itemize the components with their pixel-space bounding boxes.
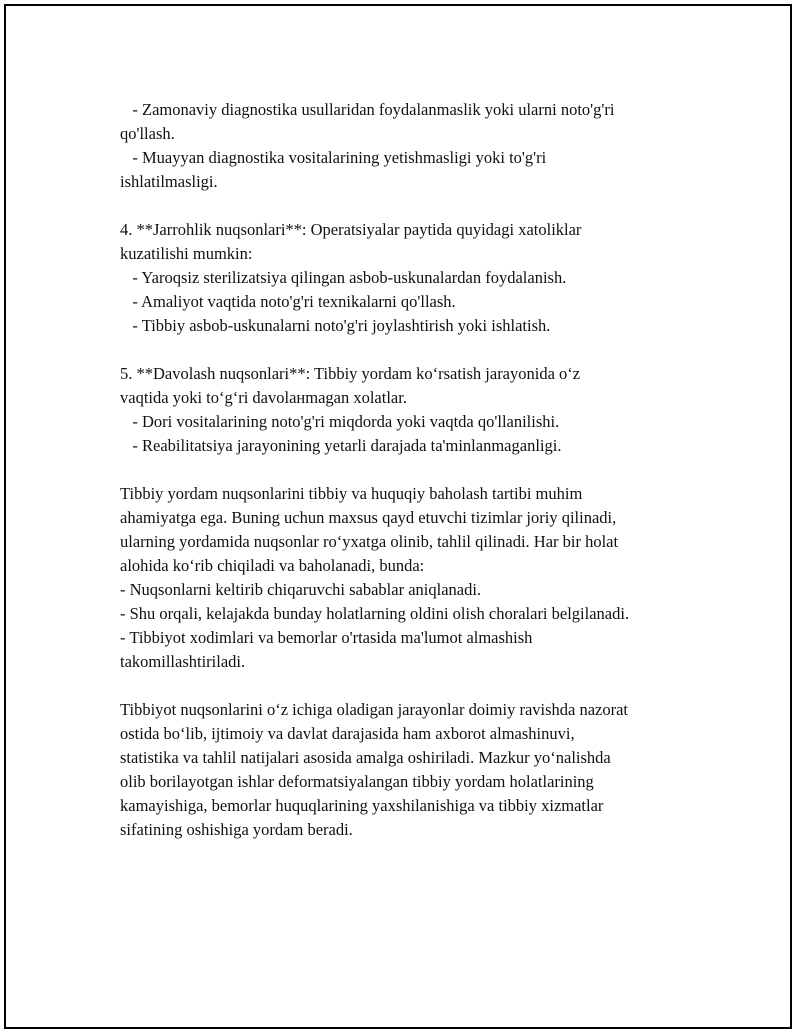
text-line: kamayishiga, bemorlar huquqlarining yaxshilanishiga va tibbiy xizmatlar: [120, 796, 604, 815]
monitoring-paragraph: [120, 698, 710, 842]
text-line: - Amaliyot vaqtida noto'g'ri texnikalarni qo'llash.: [120, 292, 456, 311]
text-line: Tibbiy yordam nuqsonlarini tibbiy va huquqiy baholash tartibi muhim: [120, 484, 583, 503]
paragraph-gap: [120, 458, 710, 482]
text-line: takomillashtiriladi.: [120, 652, 246, 671]
text-line: - Dori vositalarining noto'g'ri miqdorda yoki vaqtda qo'llanilishi.: [120, 412, 560, 431]
text-line: - Muayyan diagnostika vositalarining yetishmasligi yoki to'g'ri: [120, 148, 547, 167]
text-line: ahamiyatga ega. Buning uchun maxsus qayd etuvchi tizimlar joriy qilinadi,: [120, 508, 617, 527]
surgical-defects-section: [120, 218, 710, 338]
text-line: qo'llash.: [120, 124, 175, 143]
text-line: - Tibbiy asbob-uskunalarni noto'g'ri joylashtirish yoki ishlatish.: [120, 316, 551, 335]
paragraph-gap: [120, 194, 710, 218]
text-line: - Shu orqali, kelajakda bunday holatlarning oldini olish choralari belgilanadi.: [120, 604, 630, 623]
treatment-defects-section: [120, 362, 710, 458]
text-line: - Tibbiyot xodimlari va bemorlar o'rtasida ma'lumot almashish: [120, 628, 533, 647]
text-line: kuzatilishi mumkin:: [120, 244, 253, 263]
text-line: alohida koʻrib chiqiladi va baholanadi, bunda:: [120, 556, 425, 575]
evaluation-paragraph: [120, 482, 710, 674]
text-line: - Reabilitatsiya jarayonining yetarli darajada ta'minlanmaganligi.: [120, 436, 562, 455]
paragraph-gap: [120, 338, 710, 362]
text-line: ostida boʻlib, ijtimoiy va davlat darajasida ham axborot almashinuvi,: [120, 724, 575, 743]
text-line: vaqtida yoki toʻgʻri davolaнmagan xolatlar.: [120, 388, 407, 407]
text-line: 5. **Davolash nuqsonlari**: Tibbiy yordam koʻrsatish jarayonida oʻz: [120, 364, 581, 383]
text-line: ularning yordamida nuqsonlar roʻyxatga olinib, tahlil qilinadi. Har bir holat: [120, 532, 619, 551]
text-line: Tibbiyot nuqsonlarini oʻz ichiga oladigan jarayonlar doimiy ravishda nazorat: [120, 700, 629, 719]
text-line: statistika va tahlil natijalari asosida amalga oshiriladi. Mazkur yoʻnalishda: [120, 748, 611, 767]
document-body: [120, 98, 710, 842]
text-line: 4. **Jarrohlik nuqsonlari**: Operatsiyalar paytida quyidagi xatoliklar: [120, 220, 582, 239]
text-line: olib borilayotgan ishlar deformatsiyalangan tibbiy yordam holatlarining: [120, 772, 594, 791]
text-line: - Zamonaviy diagnostika usullaridan foydalanmaslik yoki ularni noto'g'ri: [120, 100, 615, 119]
text-line: sifatining oshishiga yordam beradi.: [120, 820, 353, 839]
page-frame: [4, 4, 792, 1029]
text-line: - Yaroqsiz sterilizatsiya qilingan asbob-uskunalardan foydalanish.: [120, 268, 567, 287]
diagnostic-list-continuation: [120, 98, 710, 194]
text-line: ishlatilmasligi.: [120, 172, 218, 191]
text-line: - Nuqsonlarni keltirib chiqaruvchi sabablar aniqlanadi.: [120, 580, 482, 599]
paragraph-gap: [120, 674, 710, 698]
